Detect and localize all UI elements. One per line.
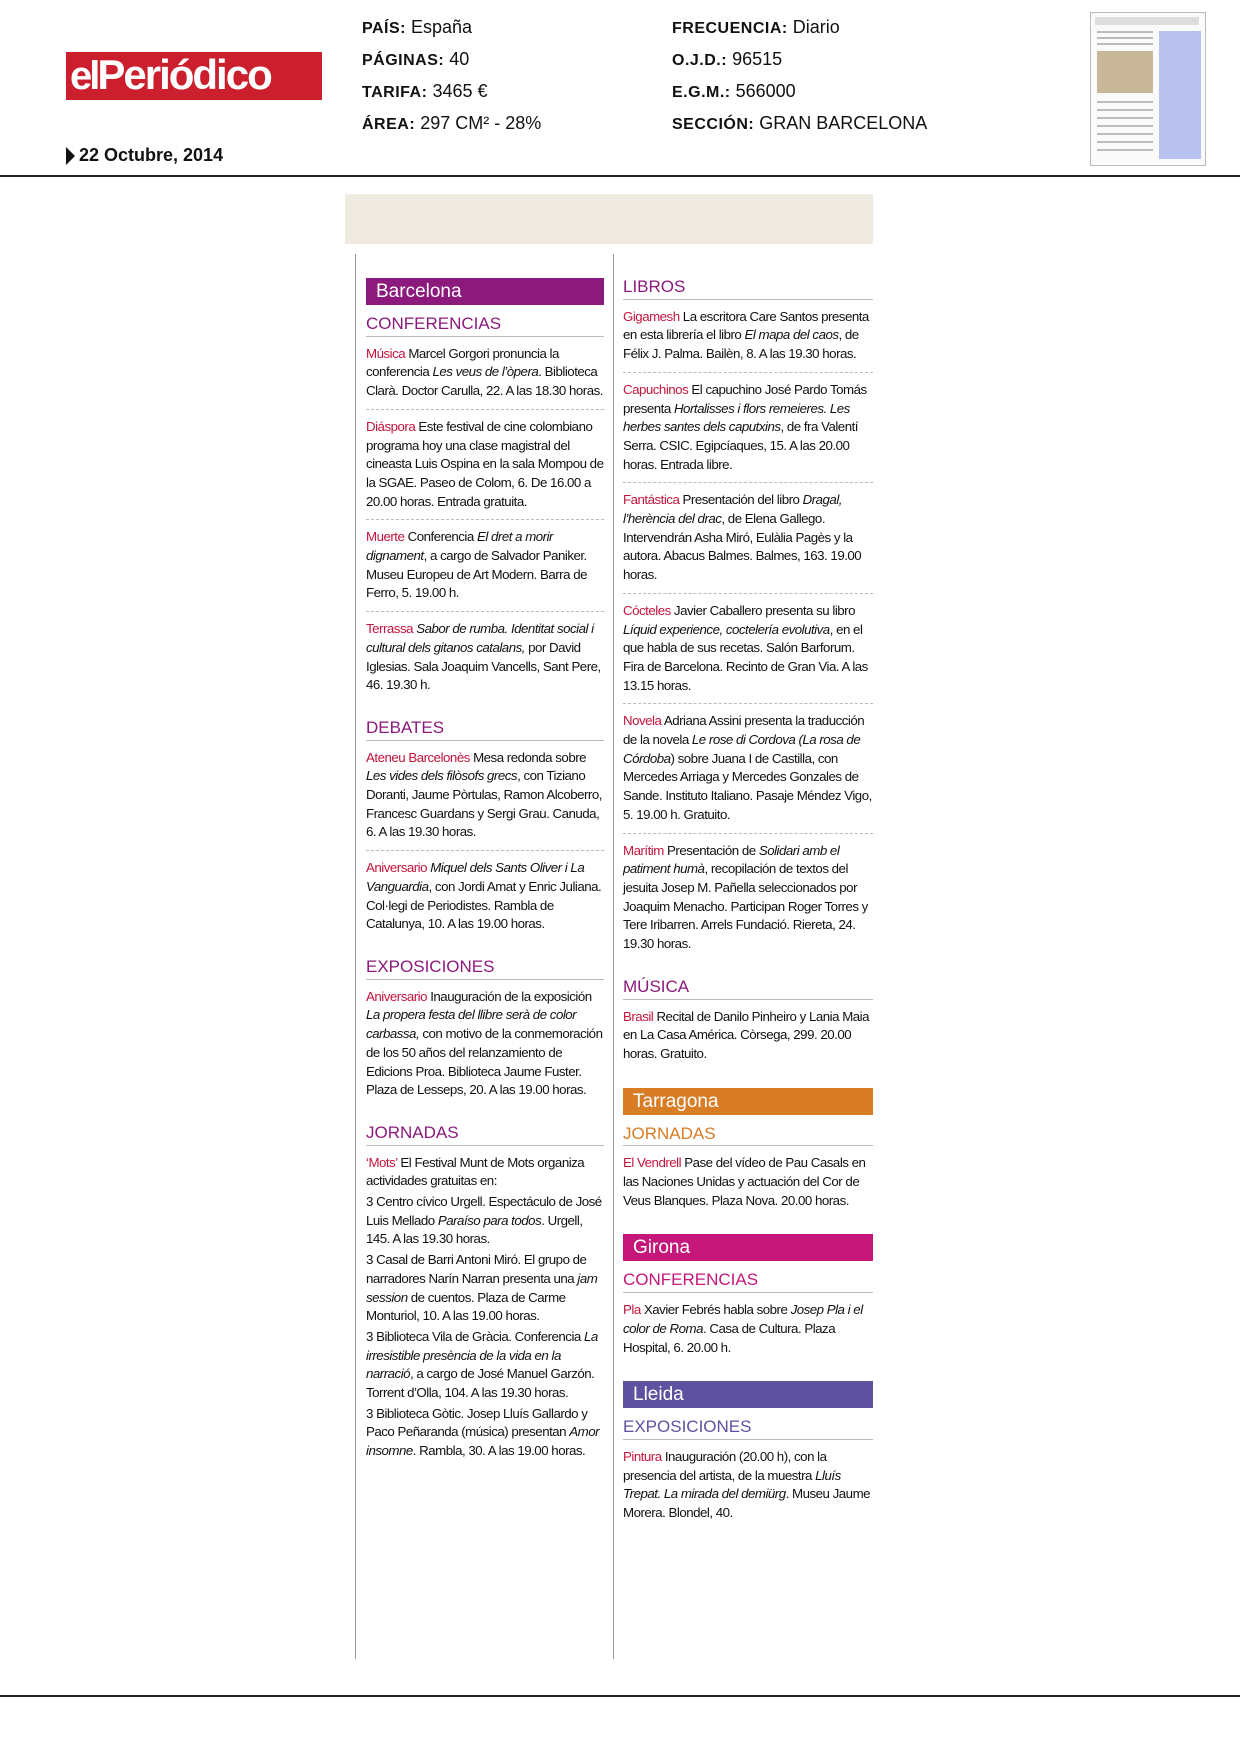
jornada-venue: 3 Biblioteca Vila de Gràcia. Conferencia La irresistible presència de la vida en la narració, a cargo de José Manuel Garzón. Torrent d’Olla, 104. A las 19.30 horas.	[366, 1328, 598, 1401]
listing-item: Marítim Presentación de Solidari amb el patiment humà, recopilación de textos del jesuita Josep M. Pañella seleccionados por Joaquim Menacho. Participan Roger Torres y Tere Iribarren. Arrels Fundació. Riereta, 24. 19.30 horas.	[623, 842, 868, 952]
section-jornadas-tarragona: JORNADAS	[623, 1125, 873, 1147]
header-rule	[0, 175, 1240, 177]
left-border	[355, 254, 356, 1659]
meta-egm: E.G.M.: 566000	[672, 81, 796, 101]
banner-girona: Girona	[623, 1234, 873, 1261]
newspaper-logo: elPeriódico	[66, 52, 322, 100]
listing-item: Diáspora Este festival de cine colombiano programa hoy una clase magistral del cineasta Luis Ospina en la sala Mompou de la SGAE. Paseo de Colom, 6. De 16.00 a 20.00 horas. Entrada gratuita.	[366, 418, 604, 521]
footer-rule	[0, 1695, 1240, 1697]
left-column	[366, 278, 604, 1485]
section-debates: DEBATES	[366, 719, 604, 741]
listing-item: Pla Xavier Febrés habla sobre Josep Pla i el color de Roma. Casa de Cultura. Plaza Hospital, 6. 20.00 h.	[623, 1302, 863, 1355]
listing-item: Terrassa Sabor de rumba. Identitat social i cultural dels gitanos catalans, por David Iglesias. Sala Joaquim Vancells, Sant Pere, 46. 19.30 h.	[366, 621, 601, 693]
page-thumbnail	[1090, 12, 1206, 166]
meta-tarifa: TARIFA: 3465 €	[362, 81, 488, 101]
triangle-icon	[66, 147, 75, 165]
publication-date: 22 Octubre, 2014	[66, 145, 223, 166]
listing-item: Novela Adriana Assini presenta la traducción de la novela Le rose di Cordova (La rosa de Córdoba) sobre Juana I de Castilla, con Mercedes Arriaga y Mercedes Gonzales de Sande. Instituto Italiano. Pasaje Méndez Vigo, 5. 19.00 h. Gratuito.	[623, 712, 873, 833]
listing-item: Brasil Recital de Danilo Pinheiro y Lania Maia en La Casa América. Còrsega, 299. 20.00 horas. Gratuito.	[623, 1008, 870, 1061]
top-box	[345, 194, 873, 244]
banner-tarragona: Tarragona	[623, 1088, 873, 1115]
section-musica: MÚSICA	[623, 978, 873, 1000]
meta-ojd: O.J.D.: 96515	[672, 49, 783, 69]
banner-lleida: Lleida	[623, 1381, 873, 1408]
meta-paginas: PÁGINAS: 40	[362, 49, 470, 69]
section-conferencias: CONFERENCIAS	[366, 315, 604, 337]
column-divider	[613, 254, 614, 1659]
banner-barcelona: Barcelona	[366, 278, 604, 305]
section-exposiciones-lleida: EXPOSICIONES	[623, 1418, 873, 1440]
jornada-venue: 3 Biblioteca Gòtic. Josep Lluís Gallardo y Paco Peñaranda (música) presentan Amor insomne. Rambla, 30. A las 19.00 horas.	[366, 1405, 600, 1459]
section-conferencias-girona: CONFERENCIAS	[623, 1271, 873, 1293]
section-jornadas: JORNADAS	[366, 1124, 604, 1146]
meta-area: ÁREA: 297 CM² - 28%	[362, 113, 542, 133]
section-exposiciones: EXPOSICIONES	[366, 958, 604, 980]
meta-pais: PAÍS: España	[362, 17, 473, 37]
right-column	[623, 278, 873, 1531]
listing-item: ‘Mots’ El Festival Munt de Mots organiza actividades gratuitas en: 3 Centro cívico Urgell. Espectáculo de José Luis Mellado Paraíso para todos. Urgell, 145. A las 19.30 horas. 3 Casal de Barri Antoni Miró. El grupo de narradores Narín Narran presenta una jam session de cuentos. Plaza de Carme Monturiol, 10. A las 19.00 horas. 3 Biblioteca Vila de Gràcia. Conferencia La irresistible presència de la vida en la narració, a cargo de José Manuel Garzón. Torrent d’Olla, 104. A las 19.30 horas. 3 Biblioteca Gòtic. Josep Lluís Gallardo y Paco Peñaranda (música) presentan Amor insomne. Rambla, 30. A las 19.00 horas.	[366, 1154, 604, 1469]
listing-item: Fantástica Presentación del libro Dragal, l’herència del drac, de Elena Gallego. Intervendrán Asha Miró, Eulàlia Pagès y la autora. Abacus Balmes. Balmes, 163. 19.00 horas.	[623, 491, 873, 594]
listing-item: Ateneu Barcelonès Mesa redonda sobre Les vides dels filòsofs grecs, con Tiziano Doranti, Jaume Pòrtulas, Ramon Alcoberro, Francesc Guardans y Sergi Grau. Canuda, 6. A las 19.30 horas.	[366, 749, 604, 852]
listing-item: Aniversario Inauguración de la exposición La propera festa del llibre serà de color carbassa, con motivo de la conmemoración de los 50 años del relanzamiento de Edicions Proa. Biblioteca Jaume Fuster. Plaza de Lesseps, 20. A las 19.00 horas.	[366, 988, 603, 1098]
jornada-venue: 3 Casal de Barri Antoni Miró. El grupo de narradores Narín Narran presenta una jam session de cuentos. Plaza de Carme Monturiol, 10. A las 19.00 horas.	[366, 1252, 598, 1324]
jornada-venue: 3 Centro cívico Urgell. Espectáculo de José Luis Mellado Paraíso para todos. Urgell, 145. A las 19.30 horas.	[366, 1194, 602, 1247]
listing-item: El Vendrell Pase del vídeo de Pau Casals en las Naciones Unidas y actuación del Cor de Veus Blanques. Plaza Nova. 20.00 horas.	[623, 1155, 866, 1208]
listing-item: Música Marcel Gorgori pronuncia la conferencia Les veus de l’òpera. Biblioteca Clarà. Doctor Carulla, 22. A las 18.30 horas.	[366, 345, 604, 410]
meta-frecuencia: FRECUENCIA: Diario	[672, 17, 840, 37]
meta-seccion: SECCIÓN: GRAN BARCELONA	[672, 113, 928, 133]
listing-item: Gigamesh La escritora Care Santos presenta en esta librería el libro El mapa del caos, de Félix J. Palma. Bailèn, 8. A las 19.30 horas.	[623, 308, 873, 373]
section-libros: LIBROS	[623, 278, 873, 300]
listing-item: Muerte Conferencia El dret a morir dignament, a cargo de Salvador Paniker. Museu Europeu de Art Modern. Barra de Ferro, 5. 19.00 h.	[366, 528, 604, 612]
listing-item: Pintura Inauguración (20.00 h), con la presencia del artista, de la muestra Lluís Trepat. La mirada del demiürg. Museu Jaume Morera. Blondel, 40.	[623, 1448, 871, 1521]
listing-item: Cócteles Javier Caballero presenta su libro Líquid experience, coctelería evolutiva, en el que habla de sus recetas. Salón Barforum. Fira de Barcelona. Recinto de Gran Via. A las 13.15 horas.	[623, 602, 873, 705]
listing-item: Aniversario Miquel dels Sants Oliver i La Vanguardia, con Jordi Amat y Enric Juliana. Col·legi de Periodistes. Rambla de Catalunya, 10. A las 19.00 horas.	[366, 860, 602, 932]
listing-item: Capuchinos El capuchino José Pardo Tomás presenta Hortalisses i flors remeieres. Les herbes santes dels caputxins, de fra Valentí Serra. CSIC. Egipcíaques, 15. A las 20.00 horas. Entrada libre.	[623, 381, 873, 484]
